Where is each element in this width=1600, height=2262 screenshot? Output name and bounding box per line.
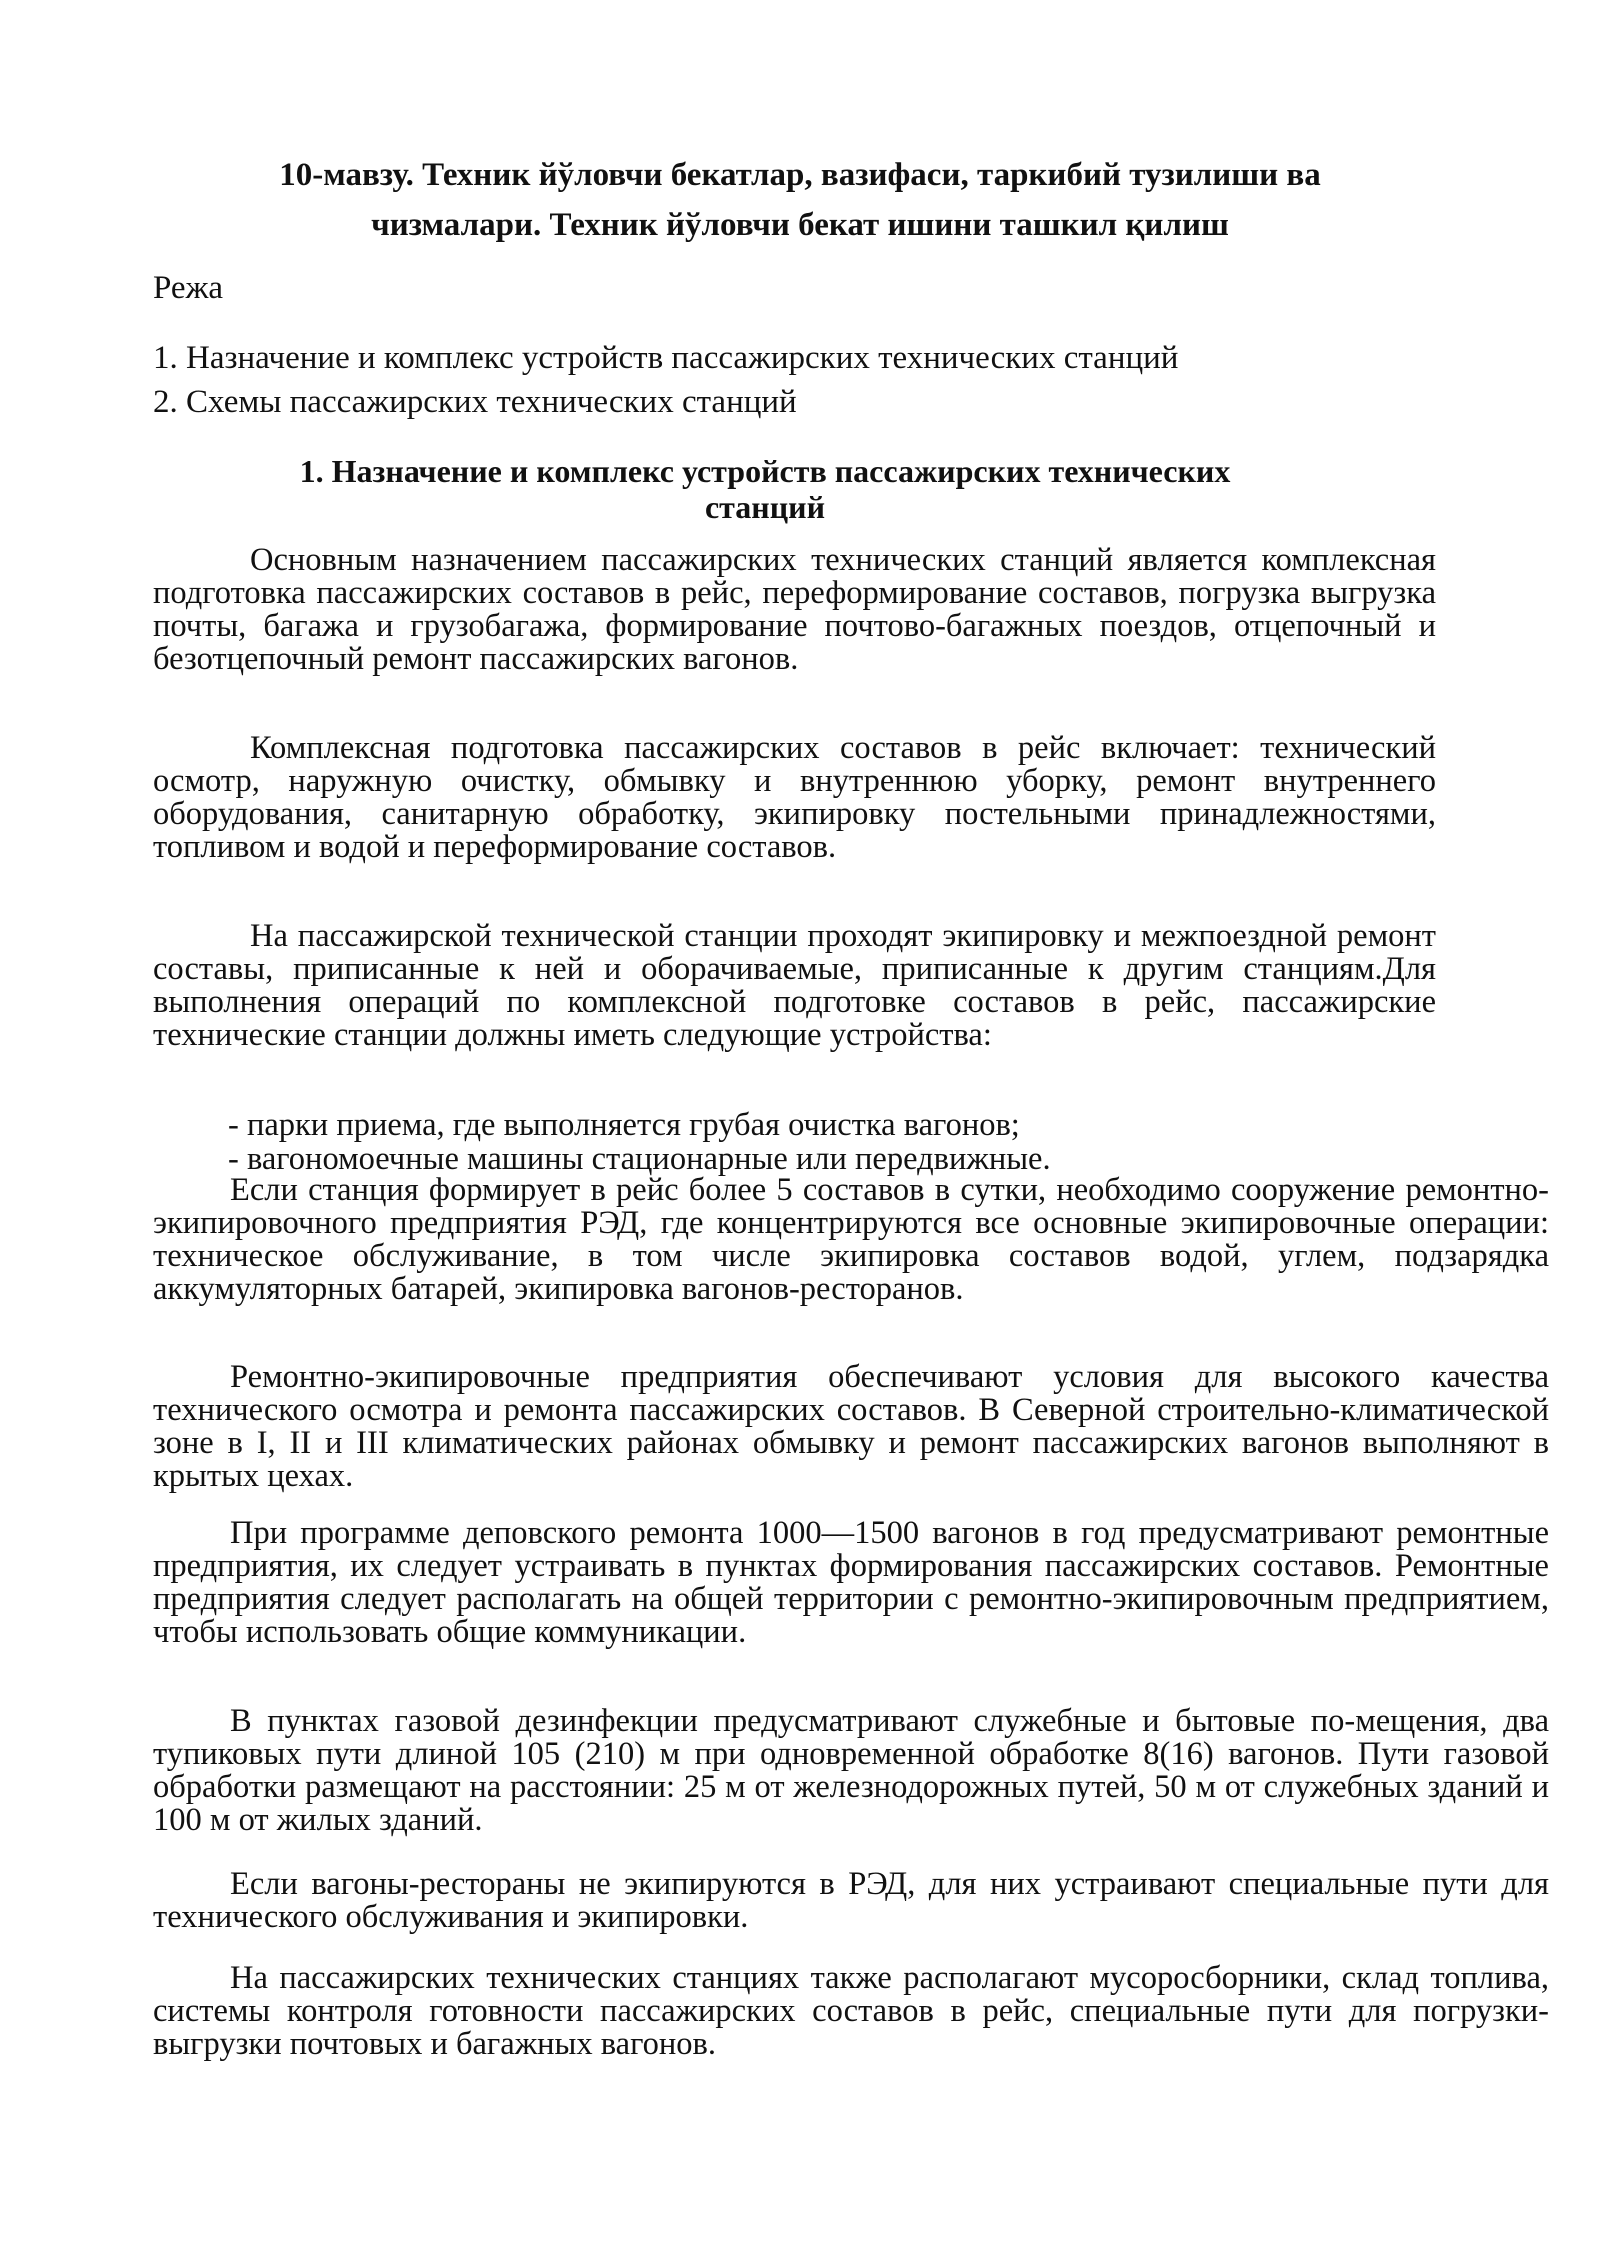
paragraph: В пунктах газовой дезинфекции предусматривают служебные и бытовые по-мещения, два тупиковых пути длиной 105 (210) м при одновременной обработке 8(16) вагонов. Пути газовой обработки размещают на расстоянии: 25 м от железнодорожных путей, 50 м от служебных зданий и 100 м от жилых зданий.: [153, 1703, 1549, 1838]
paragraph: Если вагоны-рестораны не экипируются в РЭД, для них устраивают специальные пути для технического обслуживания и экипировки.: [153, 1866, 1549, 1935]
section-heading-line-1: 1. Назначение и комплекс устройств пассажирских технических: [299, 453, 1231, 489]
paragraph: На пассажирских технических станциях также располагают мусоросборники, склад топлива, системы контроля готовности пассажирских составов в рейс, специальные пути для погрузки-выгрузки почтовых и багажных вагонов.: [153, 1960, 1549, 2062]
paragraph: Ремонтно-экипировочные предприятия обеспечивают условия для высокого качества технического осмотра и ремонта пассажирских составов. В Северной строительно-климатической зоне в I, II и III климатических районах обмывку и ремонт пассажирских вагонов выполняют в крытых цехах.: [153, 1359, 1549, 1494]
paragraph: При программе деповского ремонта 1000—1500 вагонов в год предусматривают ремонтные предприятия, их следует устраивать в пунктах формирования пассажирских составов. Ремонтные предприятия следует располагать на общей территории с ремонтно-экипировочным предприятием, чтобы использовать общие коммуникации.: [153, 1515, 1549, 1650]
document-title: [150, 150, 1450, 250]
toc-item: 2. Схемы пассажирских технических станций: [153, 384, 797, 420]
list-item: - вагономоечные машины стационарные или передвижные.: [228, 1141, 1051, 1177]
title-line-2: чизмалари. Техник йўловчи бекат ишини ташкил қилиш: [371, 207, 1229, 243]
bullet-list: [228, 1108, 1051, 1176]
paragraph: Комплексная подготовка пассажирских составов в рейс включает: технический осмотр, наружную очистку, обмывку и внутреннюю уборку, ремонт внутреннего оборудования, санитарную обработку, экипировку постельными принадлежностями, топливом и водой и переформирование составов.: [153, 730, 1436, 865]
plan-label: Режа: [153, 270, 224, 306]
paragraph: На пассажирской технической станции проходят экипировку и межпоездной ремонт составы, приписанные к ней и оборачиваемые, приписанные к другим станциям.Для выполнения операций по комплексной подготовке составов в рейс, пассажирские технические станции должны иметь следующие устройства:: [153, 918, 1436, 1053]
paragraph: Основным назначением пассажирских технических станций является комплексная подготовка пассажирских составов в рейс, переформирование составов, погрузка выгрузка почты, багажа и грузобагажа, формирование почтово-багажных поездов, отцепочный и безотцепочный ремонт пассажирских вагонов.: [153, 542, 1436, 677]
toc-item: 1. Назначение и комплекс устройств пассажирских технических станций: [153, 340, 1179, 376]
paragraph: Если станция формирует в рейс более 5 составов в сутки, необходимо сооружение ремонтно-экипировочного предприятия РЭД, где концентрируются все основные экипировочные операции: техническое обслуживание, в том числе экипировка составов водой, углем, подзарядка аккумуляторных батарей, экипировка вагонов-ресторанов.: [153, 1172, 1549, 1307]
list-item: - парки приема, где выполняется грубая очистка вагонов;: [228, 1107, 1020, 1143]
section-heading-line-2: станций: [704, 489, 826, 525]
section-heading: [180, 453, 1350, 525]
title-line-1: 10-мавзу. Техник йўловчи бекатлар, вазифаси, таркибий тузилиши ва: [279, 157, 1321, 193]
table-of-contents: [153, 336, 1178, 424]
